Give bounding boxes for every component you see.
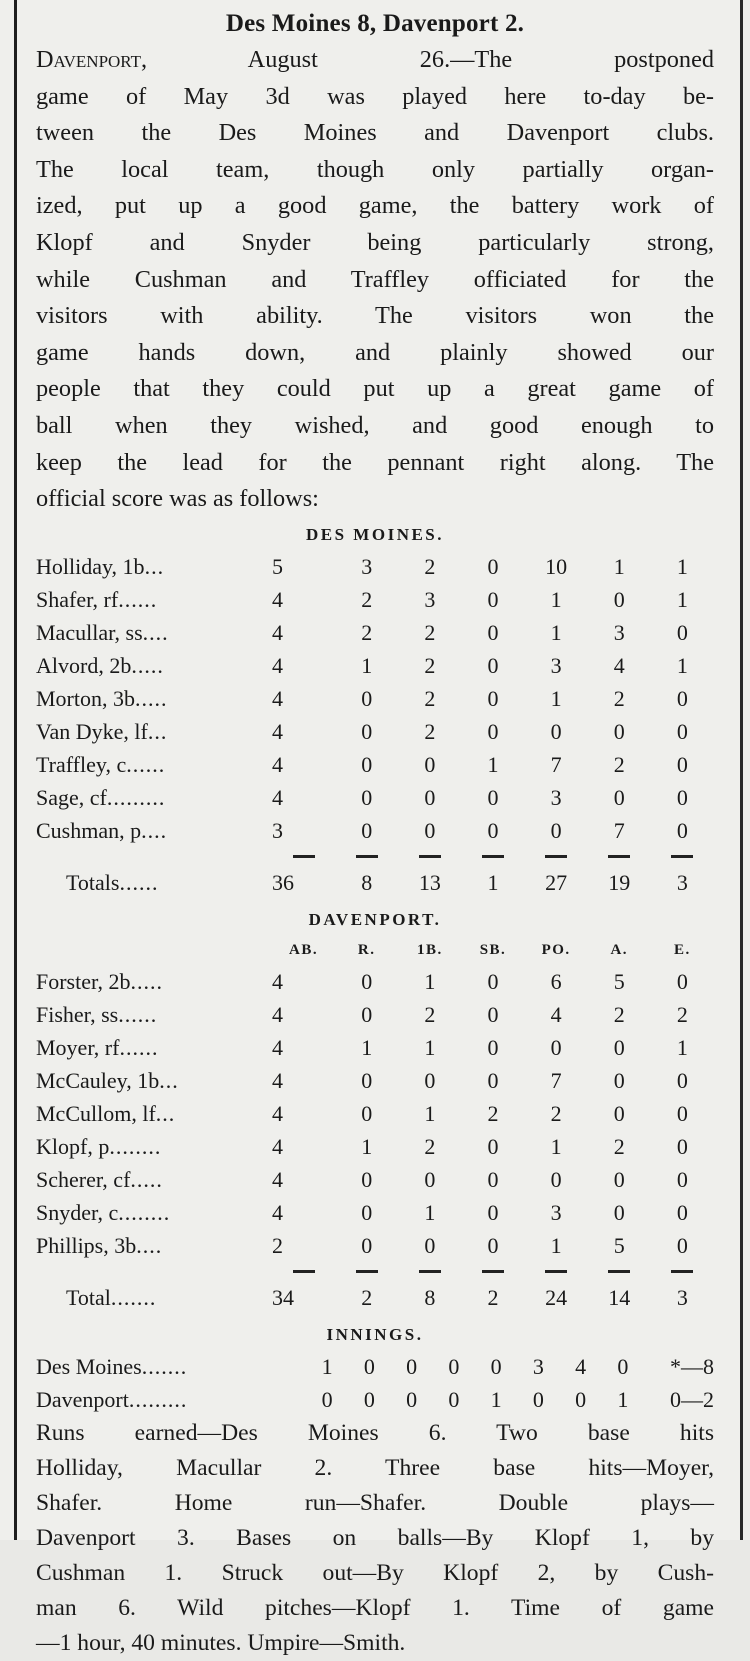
stat-a: 0: [613, 784, 625, 810]
davenport-player-row: [36, 1064, 714, 1097]
stat-sb: 0: [487, 652, 499, 678]
dash-mark: [356, 855, 378, 858]
stat-e: 0: [676, 1067, 688, 1093]
stat-po: 2: [550, 1100, 562, 1126]
stat-bh: 2: [424, 1001, 436, 1027]
total-ab: 34: [272, 1284, 294, 1310]
summary-line: man 6. Wild pitches—Klopf 1. Time of game: [36, 1594, 714, 1621]
stat-sb: 0: [487, 1199, 499, 1225]
stat-sb: 0: [487, 586, 499, 612]
article-line: visitors with ability. The visitors won the: [36, 302, 714, 330]
player-name: Forster, 2b.....: [36, 968, 163, 994]
stat-sb: 0: [487, 968, 499, 994]
stat-bh: 1: [424, 968, 436, 994]
stat-sb: 0: [487, 784, 499, 810]
dash-mark: [356, 1270, 378, 1273]
stat-r: 0: [361, 1001, 373, 1027]
inning-score: 3: [532, 1353, 544, 1379]
stat-ab: 4: [272, 652, 283, 678]
article-line: official score was as follows:: [36, 485, 319, 513]
summary-line: Runs earned—Des Moines 6. Two base hits: [36, 1419, 714, 1446]
des-moines-player-row: [36, 748, 714, 781]
stat-ab: 4: [272, 751, 283, 777]
player-name: Cushman, p....: [36, 817, 168, 843]
stat-sb: 0: [487, 685, 499, 711]
stat-sb: 0: [487, 1067, 499, 1093]
inning-score: 0: [406, 1353, 418, 1379]
inning-final: 0—2: [670, 1386, 714, 1412]
total-a: 19: [608, 869, 631, 895]
summary-line: Davenport 3. Bases on balls—By Klopf 1, by: [36, 1524, 714, 1551]
stat-bh: 2: [424, 652, 436, 678]
stat-r: 0: [361, 718, 373, 744]
stat-sb: 0: [487, 1001, 499, 1027]
stat-a: 3: [613, 619, 625, 645]
stat-po: 1: [550, 586, 562, 612]
stat-e: 0: [676, 619, 688, 645]
inning-final: *—8: [670, 1353, 714, 1379]
davenport-player-row: [36, 965, 714, 998]
stat-sb: 1: [487, 751, 499, 777]
stat-r: 0: [361, 1067, 373, 1093]
player-name: McCullom, lf...: [36, 1100, 176, 1126]
innings-row: [36, 1383, 714, 1416]
stat-bh: 1: [424, 1199, 436, 1225]
stat-e: 0: [676, 968, 688, 994]
headline: Des Moines 8, Davenport 2.: [225, 10, 525, 37]
stat-bh: 0: [424, 1232, 436, 1258]
header-e: E.: [674, 941, 691, 958]
des-moines-box-score: [36, 550, 714, 903]
summary-line: Shafer. Home run—Shafer. Double plays—: [36, 1489, 714, 1516]
stat-e: 0: [676, 1232, 688, 1258]
stat-sb: 0: [487, 1034, 499, 1060]
stat-sb: 0: [487, 1232, 499, 1258]
stat-e: 0: [676, 718, 688, 744]
stat-bh: 2: [424, 619, 436, 645]
header-bh: 1B.: [416, 941, 443, 958]
inning-score: 1: [490, 1386, 502, 1412]
stat-r: 3: [361, 553, 373, 579]
stat-a: 0: [613, 1067, 625, 1093]
player-name: Traffley, c......: [36, 751, 166, 777]
summary-line: —1 hour, 40 minutes. Umpire—Smith.: [36, 1629, 406, 1656]
davenport-player-row: [36, 1229, 714, 1262]
stat-bh: 1: [424, 1034, 436, 1060]
des-moines-player-row: [36, 814, 714, 847]
total-bh: 8: [424, 1284, 436, 1310]
totals-label: Total.......: [66, 1284, 157, 1310]
stat-po: 6: [550, 968, 562, 994]
stat-r: 0: [361, 1166, 373, 1192]
player-name: Morton, 3b.....: [36, 685, 168, 711]
dash-mark: [482, 1270, 504, 1273]
summary-line: Cushman 1. Struck out—By Klopf 2, by Cush-: [36, 1559, 714, 1586]
stat-a: 2: [613, 751, 625, 777]
article-line: The local team, though only partially organ-: [36, 155, 714, 183]
inning-score: 0: [406, 1386, 418, 1412]
stat-a: 0: [613, 1100, 625, 1126]
total-sb: 2: [487, 1284, 499, 1310]
column-rule-left: [14, 0, 17, 1540]
des-moines-player-row: [36, 715, 714, 748]
stat-r: 1: [361, 1133, 373, 1159]
dateline: Davenport,: [36, 46, 148, 73]
totals-row: [36, 863, 714, 903]
stat-e: 2: [676, 1001, 688, 1027]
stat-ab: 4: [272, 1133, 283, 1159]
total-po: 24: [545, 1284, 568, 1310]
header-po: PO.: [541, 941, 571, 958]
stat-r: 0: [361, 1100, 373, 1126]
stat-e: 0: [676, 685, 688, 711]
stat-ab: 4: [272, 1100, 283, 1126]
stat-sb: 0: [487, 553, 499, 579]
stat-a: 5: [613, 968, 625, 994]
player-name: Klopf, p........: [36, 1133, 162, 1159]
stat-ab: 4: [272, 586, 283, 612]
total-bh: 13: [418, 869, 441, 895]
stat-sb: 0: [487, 619, 499, 645]
stat-r: 0: [361, 968, 373, 994]
stat-e: 0: [676, 751, 688, 777]
total-a: 14: [608, 1284, 631, 1310]
stat-po: 4: [550, 1001, 562, 1027]
stat-po: 3: [550, 1199, 562, 1225]
stat-r: 0: [361, 817, 373, 843]
stat-a: 7: [613, 817, 625, 843]
stat-sb: 0: [487, 1166, 499, 1192]
stat-ab: 4: [272, 718, 283, 744]
dash-mark: [671, 855, 693, 858]
stat-a: 0: [613, 1199, 625, 1225]
article-line: Davenport, August 26.—The postponed: [36, 46, 715, 73]
stat-ab: 3: [272, 817, 283, 843]
stat-a: 4: [613, 652, 625, 678]
inning-score: 1: [617, 1386, 629, 1412]
innings-title: INNINGS.: [326, 1324, 424, 1344]
stat-a: 0: [613, 586, 625, 612]
stat-e: 1: [676, 553, 688, 579]
stat-bh: 0: [424, 1067, 436, 1093]
header-ab: AB.: [289, 941, 319, 958]
stat-po: 1: [550, 1232, 562, 1258]
totals-rule: [36, 847, 714, 863]
stat-ab: 4: [272, 1067, 283, 1093]
article-line: keep the lead for the pennant right along. The: [36, 448, 714, 476]
stat-a: 2: [613, 1001, 625, 1027]
stat-r: 0: [361, 685, 373, 711]
inning-score: 0: [363, 1386, 375, 1412]
article-line: Klopf and Snyder being particularly strong,: [36, 228, 714, 256]
des-moines-player-row: [36, 781, 714, 814]
stat-ab: 4: [272, 1199, 283, 1225]
stat-bh: 1: [424, 1100, 436, 1126]
player-name: Alvord, 2b.....: [36, 652, 164, 678]
stat-bh: 3: [424, 586, 436, 612]
player-name: Snyder, c........: [36, 1199, 171, 1225]
stat-a: 2: [613, 1133, 625, 1159]
summary-line: Holliday, Macullar 2. Three base hits—Moyer,: [36, 1454, 714, 1481]
player-name: Phillips, 3b....: [36, 1232, 163, 1258]
innings-row: [36, 1350, 714, 1383]
player-name: Scherer, cf.....: [36, 1166, 163, 1192]
des-moines-title: DES MOINES.: [305, 524, 445, 544]
total-e: 3: [676, 869, 688, 895]
player-name: Fisher, ss......: [36, 1001, 158, 1027]
column-headers: [36, 935, 714, 965]
totals-label: Totals......: [66, 869, 159, 895]
stat-ab: 4: [272, 1001, 283, 1027]
des-moines-player-row: [36, 649, 714, 682]
stat-a: 0: [613, 718, 625, 744]
inning-score: 0: [490, 1353, 502, 1379]
stat-po: 7: [550, 1067, 562, 1093]
stat-ab: 4: [272, 1034, 283, 1060]
stat-po: 10: [545, 553, 568, 579]
total-po: 27: [545, 869, 568, 895]
des-moines-player-row: [36, 682, 714, 715]
innings-team: Des Moines.......: [36, 1353, 188, 1379]
player-name: Shafer, rf......: [36, 586, 158, 612]
game-summary: [36, 1416, 714, 1661]
davenport-player-row: [36, 1031, 714, 1064]
total-e: 3: [676, 1284, 688, 1310]
stat-ab: 4: [272, 685, 283, 711]
header-r: R.: [357, 941, 376, 958]
dash-mark: [293, 855, 315, 858]
total-r: 8: [361, 869, 373, 895]
stat-ab: 4: [272, 619, 283, 645]
player-name: Van Dyke, lf...: [36, 718, 168, 744]
stat-po: 3: [550, 784, 562, 810]
stat-bh: 2: [424, 553, 436, 579]
stat-e: 0: [676, 1133, 688, 1159]
stat-sb: 2: [487, 1100, 499, 1126]
stat-po: 0: [550, 1166, 562, 1192]
dash-mark: [608, 1270, 630, 1273]
inning-score: 4: [575, 1353, 587, 1379]
totals-row: [36, 1278, 714, 1318]
inning-score: 1: [321, 1353, 333, 1379]
davenport-title: DAVENPORT.: [308, 909, 442, 929]
stat-e: 0: [676, 1199, 688, 1225]
stat-a: 2: [613, 685, 625, 711]
stat-r: 0: [361, 1232, 373, 1258]
inning-score: 0: [532, 1386, 544, 1412]
stat-e: 0: [676, 817, 688, 843]
dash-mark: [419, 1270, 441, 1273]
stat-po: 3: [550, 652, 562, 678]
stat-e: 1: [676, 586, 688, 612]
stat-a: 1: [613, 553, 625, 579]
dash-mark: [671, 1270, 693, 1273]
innings-team: Davenport.........: [36, 1386, 188, 1412]
stat-a: 5: [613, 1232, 625, 1258]
stat-ab: 4: [272, 1166, 283, 1192]
article-line: tween the Des Moines and Davenport clubs.: [36, 119, 714, 147]
stat-po: 0: [550, 1034, 562, 1060]
stat-po: 1: [550, 1133, 562, 1159]
player-name: Sage, cf.........: [36, 784, 166, 810]
dash-mark: [482, 855, 504, 858]
inning-score: 0: [617, 1353, 629, 1379]
header-a: A.: [610, 941, 629, 958]
dash-mark: [419, 855, 441, 858]
player-name: McCauley, 1b...: [36, 1067, 179, 1093]
inning-score: 0: [448, 1386, 460, 1412]
header-sb: SB.: [479, 941, 507, 958]
stat-e: 0: [676, 1166, 688, 1192]
player-name: Macullar, ss....: [36, 619, 169, 645]
innings-table: [36, 1350, 714, 1416]
inning-score: 0: [448, 1353, 460, 1379]
article-line: ball when they wished, and good enough to: [36, 411, 714, 439]
stat-po: 0: [550, 817, 562, 843]
stat-e: 0: [676, 1100, 688, 1126]
column-rule-right: [740, 0, 743, 1540]
des-moines-player-row: [36, 583, 714, 616]
stat-r: 0: [361, 751, 373, 777]
total-r: 2: [361, 1284, 373, 1310]
article-line: while Cushman and Traffley officiated for the: [36, 265, 714, 293]
davenport-box-score: [36, 935, 714, 1318]
article-line: people that they could put up a great game of: [36, 375, 714, 403]
stat-r: 2: [361, 619, 373, 645]
dash-mark: [293, 1270, 315, 1273]
stat-bh: 2: [424, 1133, 436, 1159]
stat-ab: 2: [272, 1232, 283, 1258]
stat-bh: 2: [424, 718, 436, 744]
stat-e: 0: [676, 784, 688, 810]
stat-sb: 0: [487, 718, 499, 744]
stat-a: 0: [613, 1166, 625, 1192]
stat-po: 7: [550, 751, 562, 777]
stat-bh: 2: [424, 685, 436, 711]
dash-mark: [545, 855, 567, 858]
inning-score: 0: [575, 1386, 587, 1412]
player-name: Moyer, rf......: [36, 1034, 159, 1060]
article-body: [36, 42, 714, 518]
stat-po: 0: [550, 718, 562, 744]
des-moines-player-row: [36, 616, 714, 649]
des-moines-player-row: [36, 550, 714, 583]
dash-mark: [608, 855, 630, 858]
stat-po: 1: [550, 685, 562, 711]
stat-sb: 0: [487, 1133, 499, 1159]
stat-r: 1: [361, 1034, 373, 1060]
davenport-player-row: [36, 1163, 714, 1196]
stat-bh: 0: [424, 1166, 436, 1192]
stat-sb: 0: [487, 817, 499, 843]
stat-r: 2: [361, 586, 373, 612]
stat-ab: 4: [272, 968, 283, 994]
stat-r: 0: [361, 784, 373, 810]
stat-r: 0: [361, 1199, 373, 1225]
davenport-player-row: [36, 1097, 714, 1130]
davenport-player-row: [36, 998, 714, 1031]
totals-rule: [36, 1262, 714, 1278]
total-sb: 1: [487, 869, 499, 895]
stat-bh: 0: [424, 751, 436, 777]
stat-r: 1: [361, 652, 373, 678]
article-line: ized, put up a good game, the battery work of: [36, 192, 714, 220]
stat-e: 1: [676, 652, 688, 678]
stat-a: 0: [613, 1034, 625, 1060]
stat-ab: 4: [272, 784, 283, 810]
article-column: [36, 6, 714, 1661]
total-ab: 36: [272, 869, 294, 895]
player-name: Holliday, 1b...: [36, 553, 165, 579]
inning-score: 0: [321, 1386, 333, 1412]
stat-po: 1: [550, 619, 562, 645]
stat-bh: 0: [424, 817, 436, 843]
article-line: game of May 3d was played here to-day be-: [36, 82, 714, 110]
stat-ab: 5: [272, 553, 283, 579]
stat-e: 1: [676, 1034, 688, 1060]
stat-bh: 0: [424, 784, 436, 810]
inning-score: 0: [363, 1353, 375, 1379]
article-line: game hands down, and plainly showed our: [36, 338, 714, 366]
davenport-player-row: [36, 1130, 714, 1163]
davenport-player-row: [36, 1196, 714, 1229]
dash-mark: [545, 1270, 567, 1273]
